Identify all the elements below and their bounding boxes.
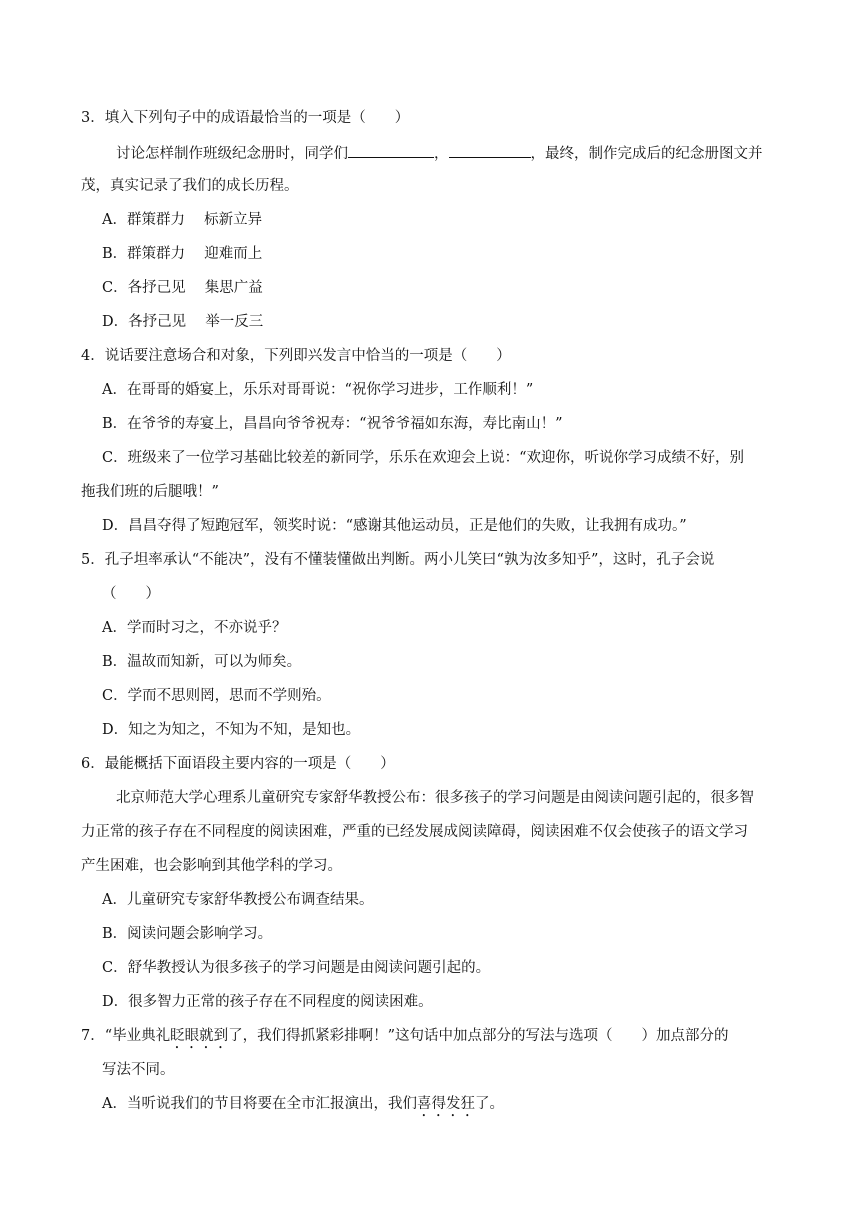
q6-option-a: A．儿童研究专家舒华教授公布调查结果。 xyxy=(102,892,374,908)
question-3-passage-line2: 茂，真实记录了我们的成长历程。 xyxy=(81,178,299,194)
q7-stem-text-post: 了，我们得抓紧彩排啊！”这句话中加点部分的写法与选项（ ）加点部分的 xyxy=(228,1028,729,1044)
q6-option-b: B．阅读问题会影响学习。 xyxy=(102,926,273,942)
q6-option-c: C．舒华教授认为很多孩子的学习问题是由阅读问题引起的。 xyxy=(102,960,491,976)
question-3-stem: 3．填入下列句子中的成语最恰当的一项是（ ） xyxy=(81,110,410,126)
question-6-passage-line2: 力正常的孩子存在不同程度的阅读困难，严重的已经发展成阅读障碍，阅读困难不仅会使孩子的语文学习 xyxy=(81,824,748,840)
q7-option-a-text-post: 了。 xyxy=(474,1096,504,1112)
q3-option-a: A．群策群力 标新立异 xyxy=(102,212,263,228)
q3-passage-text-c: ，最终，制作完成后的纪念册图文并 xyxy=(530,146,763,162)
q6-option-d: D．很多智力正常的孩子存在不同程度的阅读困难。 xyxy=(102,994,433,1010)
q5-option-c: C．学而不思则罔，思而不学则殆。 xyxy=(102,688,331,704)
q7-option-a-text-pre: A．当听说我们的节目将要在全市汇报演出，我们 xyxy=(102,1096,417,1112)
q5-option-a: A．学而时习之，不亦说乎？ xyxy=(102,620,287,636)
q4-option-c-line2: 拖我们班的后腿哦！” xyxy=(81,484,219,500)
q7-stem-text-pre: 7．“毕业典礼 xyxy=(81,1028,171,1044)
q4-option-a: A．在哥哥的婚宴上，乐乐对哥哥说：“祝你学习进步，工作顺利！” xyxy=(102,382,534,398)
q7-option-a-dotted-phrase: 喜得发狂 xyxy=(416,1096,475,1112)
q3-passage-text-b: ， xyxy=(434,146,449,162)
question-6-passage-line3: 产生困难，也会影响到其他学科的学习。 xyxy=(81,858,342,874)
q7-dotted-phrase: 眨眼就到 xyxy=(170,1028,229,1044)
question-5-stem-line1: 5．孔子坦率承认“不能决”，没有不懂装懂做出判断。两小儿笑曰“孰为汝多知乎”，这时，孔子会说 xyxy=(81,552,715,568)
question-3-passage-line1 xyxy=(116,142,763,164)
question-7-stem-line1 xyxy=(81,1026,729,1052)
q4-option-d: D．昌昌夺得了短跑冠军，领奖时说：“感谢其他运动员，正是他们的失败，让我拥有成功。” xyxy=(102,518,687,534)
question-6-passage-line1: 北京师范大学心理系儿童研究专家舒华教授公布：很多孩子的学习问题是由阅读问题引起的，很多智 xyxy=(116,790,754,806)
question-6-stem: 6．最能概括下面语段主要内容的一项是（ ） xyxy=(81,756,395,772)
q3-option-b: B．群策群力 迎难而上 xyxy=(102,246,263,262)
q4-option-b: B．在爷爷的寿宴上，昌昌向爷爷祝寿：“祝爷爷福如东海，寿比南山！” xyxy=(102,416,563,432)
q3-blank-2 xyxy=(449,142,531,158)
question-4-stem: 4．说话要注意场合和对象，下列即兴发言中恰当的一项是（ ） xyxy=(81,348,511,364)
question-7-stem-line2: 写法不同。 xyxy=(102,1062,175,1078)
q5-option-d: D．知之为知之，不知为不知，是知也。 xyxy=(102,722,361,738)
q3-option-d: D．各抒己见 举一反三 xyxy=(102,314,264,330)
q5-option-b: B．温故而知新，可以为师矣。 xyxy=(102,654,302,670)
q3-option-c: C．各抒己见 集思广益 xyxy=(102,280,263,296)
q4-option-c-line1: C．班级来了一位学习基础比较差的新同学，乐乐在欢迎会上说：“欢迎你，听说你学习成绩不好，别 xyxy=(102,450,745,466)
q3-passage-text-a: 讨论怎样制作班级纪念册时，同学们 xyxy=(116,146,348,162)
question-5-stem-line2: （ ） xyxy=(102,586,160,602)
q7-option-a xyxy=(102,1094,504,1120)
q3-blank-1 xyxy=(348,142,434,158)
